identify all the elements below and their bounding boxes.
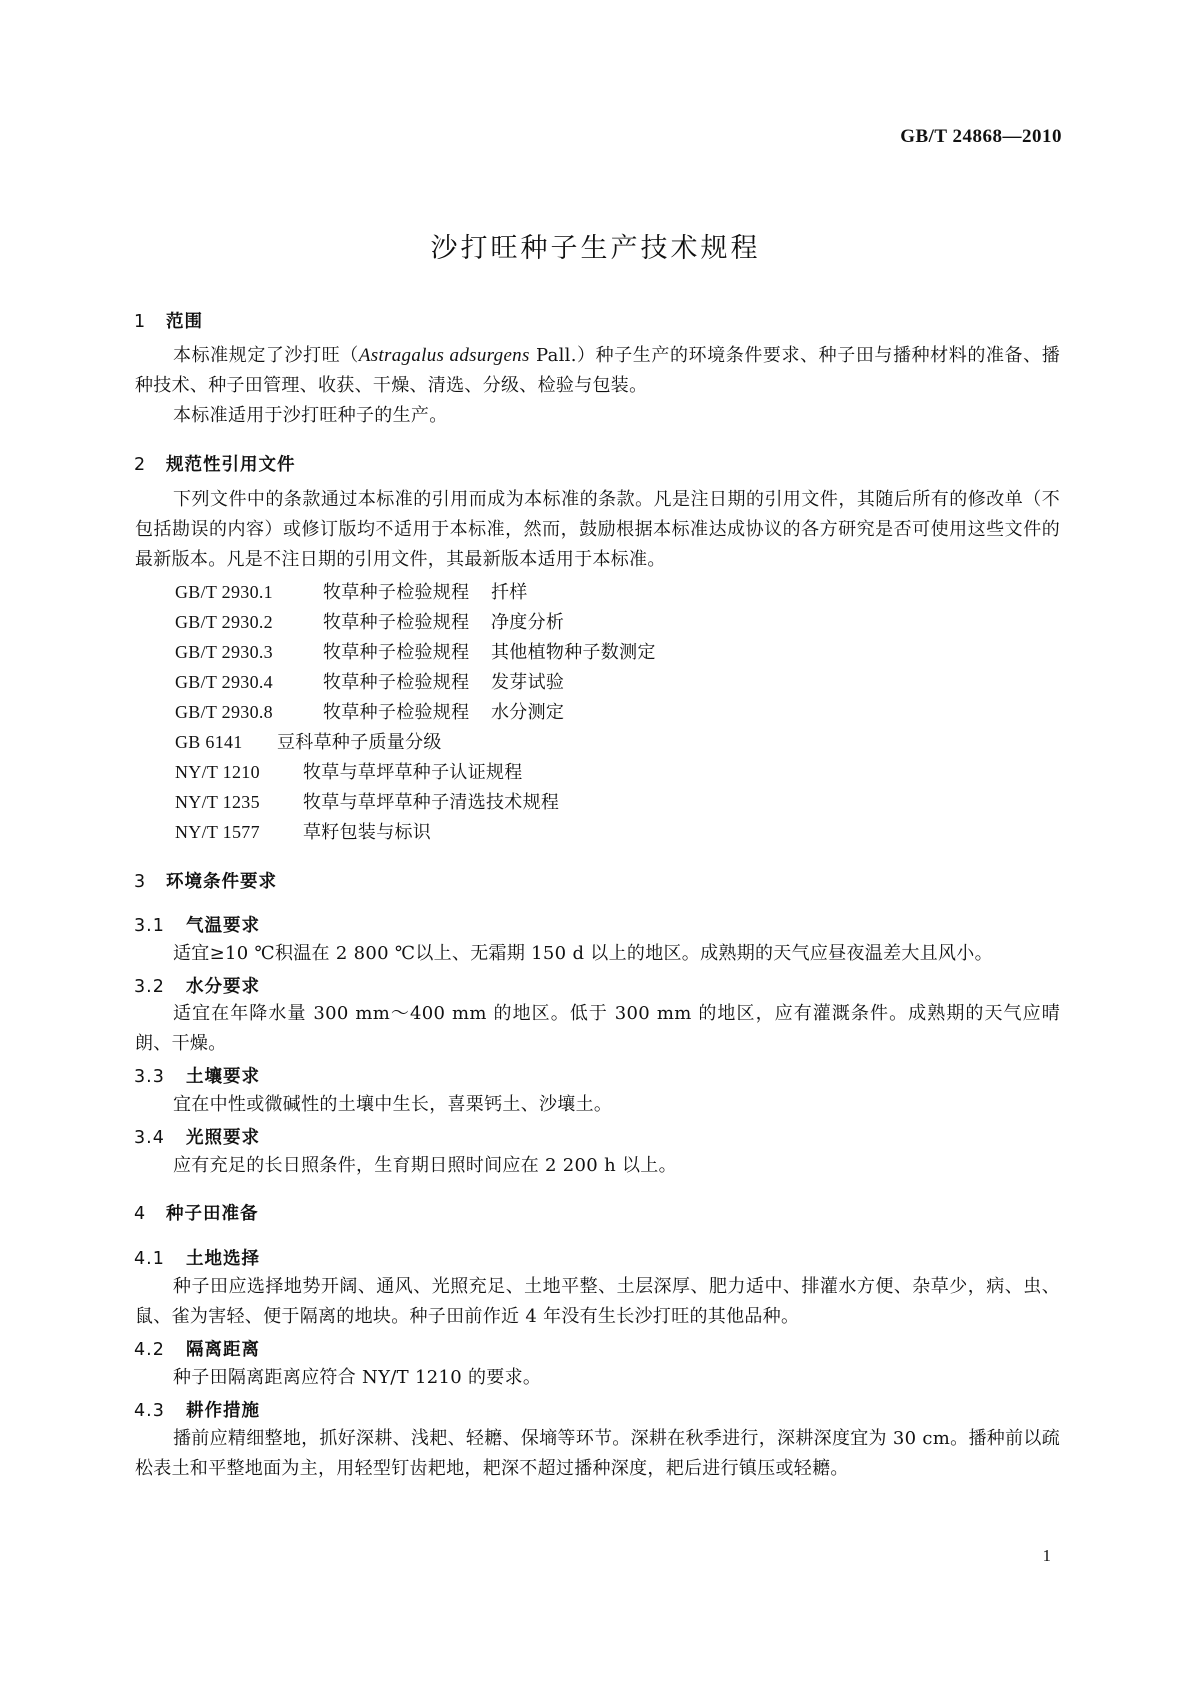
subsection-3-1-text: 适宜≥10 ℃积温在 2 800 ℃以上、无霜期 150 d 以上的地区。成熟期的天气应昼夜温差大且风小。	[173, 943, 993, 964]
reference-title: 豆科草种子质量分级	[277, 732, 442, 753]
section-number: 3.1	[134, 916, 165, 936]
document-title: 沙打旺种子生产技术规程	[430, 233, 761, 264]
reference-item	[175, 758, 523, 784]
reference-title: 牧草种子检验规程	[323, 612, 470, 633]
section-number: 3.2	[134, 977, 165, 997]
reference-title: 牧草种子检验规程	[323, 702, 470, 723]
section-2-heading	[134, 451, 296, 476]
subsection-4-2-text: 种子田隔离距离应符合 NY/T 1210 的要求。	[173, 1367, 542, 1388]
reference-code: NY/T 1577	[175, 822, 260, 842]
section-number: 2	[134, 455, 147, 475]
section-number: 1	[134, 312, 147, 332]
reference-subtitle: 水分测定	[491, 702, 565, 723]
subsection-3-3-text: 宜在中性或微碱性的土壤中生长，喜栗钙土、沙壤土。	[173, 1094, 613, 1115]
reference-item	[175, 698, 564, 724]
latin-species-name: Astragalus adsurgens	[358, 345, 530, 366]
reference-code: NY/T 1235	[175, 792, 260, 812]
section-number: 4	[134, 1204, 147, 1224]
reference-title: 牧草与草坪草种子认证规程	[303, 762, 523, 783]
reference-item	[175, 638, 656, 664]
reference-title: 草籽包装与标识	[303, 822, 432, 843]
reference-subtitle: 其他植物种子数测定	[491, 642, 656, 663]
reference-item	[175, 788, 559, 814]
section-1-paragraph-2: 本标准适用于沙打旺种子的生产。	[173, 405, 448, 426]
section-number: 3.3	[134, 1067, 165, 1087]
section-number: 3.4	[134, 1128, 165, 1148]
section-1-paragraph-1	[135, 341, 1060, 401]
section-title: 水分要求	[186, 977, 260, 997]
subsection-3-4-text: 应有充足的长日照条件，生育期日照时间应在 2 200 h 以上。	[173, 1155, 677, 1176]
standard-number: GB/T 24868—2010	[900, 126, 1062, 147]
reference-code: GB/T 2930.1	[175, 582, 273, 602]
section-1-heading	[134, 308, 203, 333]
page-number: 1	[1042, 1546, 1051, 1565]
section-title: 光照要求	[186, 1128, 260, 1148]
text-run: Pall.）种子生产的环境条件要求、种子田与播种材料的准备、播种技术、种子田管理、收获、干燥、清选、分级、检验与包装。	[135, 345, 1060, 396]
reference-subtitle: 发芽试验	[491, 672, 565, 693]
reference-code: GB/T 2930.3	[175, 642, 273, 662]
section-number: 4.2	[134, 1340, 165, 1360]
section-title: 土地选择	[186, 1249, 260, 1269]
subsection-4-2-heading	[134, 1336, 260, 1361]
section-title: 气温要求	[186, 916, 260, 936]
section-title: 规范性引用文件	[166, 455, 296, 475]
subsection-3-1-heading	[134, 912, 260, 937]
section-title: 隔离距离	[186, 1340, 260, 1360]
reference-title: 牧草与草坪草种子清选技术规程	[303, 792, 560, 813]
reference-item	[175, 668, 564, 694]
section-title: 范围	[166, 312, 203, 332]
reference-subtitle: 净度分析	[491, 612, 565, 633]
reference-title: 牧草种子检验规程	[323, 642, 470, 663]
section-title: 耕作措施	[186, 1401, 260, 1421]
section-3-heading	[134, 868, 277, 893]
subsection-4-3-text: 播前应精细整地，抓好深耕、浅耙、轻耱、保墒等环节。深耕在秋季进行，深耕深度宜为 30 cm。播种前以疏松表土和平整地面为主，用轻型钉齿耙地，耙深不超过播种深度，耙后进行镇压或轻耱。	[135, 1428, 1060, 1479]
reference-title: 牧草种子检验规程	[323, 672, 470, 693]
subsection-4-3-heading	[134, 1397, 260, 1422]
subsection-3-2-text: 适宜在年降水量 300 mm～400 mm 的地区。低于 300 mm 的地区，应有灌溉条件。成熟期的天气应晴朗、干燥。	[135, 1003, 1060, 1054]
subsection-3-2-heading	[134, 973, 260, 998]
reference-code: GB/T 2930.4	[175, 672, 273, 692]
reference-title: 牧草种子检验规程	[323, 582, 470, 603]
section-title: 种子田准备	[166, 1204, 259, 1224]
subsection-4-1-heading	[134, 1245, 260, 1270]
section-2-paragraph-1: 下列文件中的条款通过本标准的引用而成为本标准的条款。凡是注日期的引用文件，其随后所有的修改单（不包括勘误的内容）或修订版均不适用于本标准，然而，鼓励根据本标准达成协议的各方研究是否可使用这些文件的最新版本。凡是不注日期的引用文件，其最新版本适用于本标准。	[135, 489, 1060, 570]
section-title: 土壤要求	[186, 1067, 260, 1087]
reference-item	[175, 818, 431, 844]
reference-code: GB 6141	[175, 732, 243, 752]
reference-code: NY/T 1210	[175, 762, 260, 782]
text-run: 本标准规定了沙打旺（	[173, 345, 359, 366]
reference-code: GB/T 2930.8	[175, 702, 273, 722]
reference-item	[175, 578, 528, 604]
reference-item	[175, 608, 564, 634]
subsection-3-4-heading	[134, 1124, 260, 1149]
section-title: 环境条件要求	[166, 872, 277, 892]
subsection-4-1-text: 种子田应选择地势开阔、通风、光照充足、土地平整、土层深厚、肥力适中、排灌水方便、杂草少，病、虫、鼠、雀为害轻、便于隔离的地块。种子田前作近 4 年没有生长沙打旺的其他品种。	[135, 1276, 1060, 1327]
reference-item	[175, 728, 442, 754]
section-4-heading	[134, 1200, 259, 1225]
section-number: 4.3	[134, 1401, 165, 1421]
section-number: 3	[134, 872, 147, 892]
reference-subtitle: 扦样	[491, 582, 528, 603]
subsection-3-3-heading	[134, 1063, 260, 1088]
reference-code: GB/T 2930.2	[175, 612, 273, 632]
section-number: 4.1	[134, 1249, 165, 1269]
